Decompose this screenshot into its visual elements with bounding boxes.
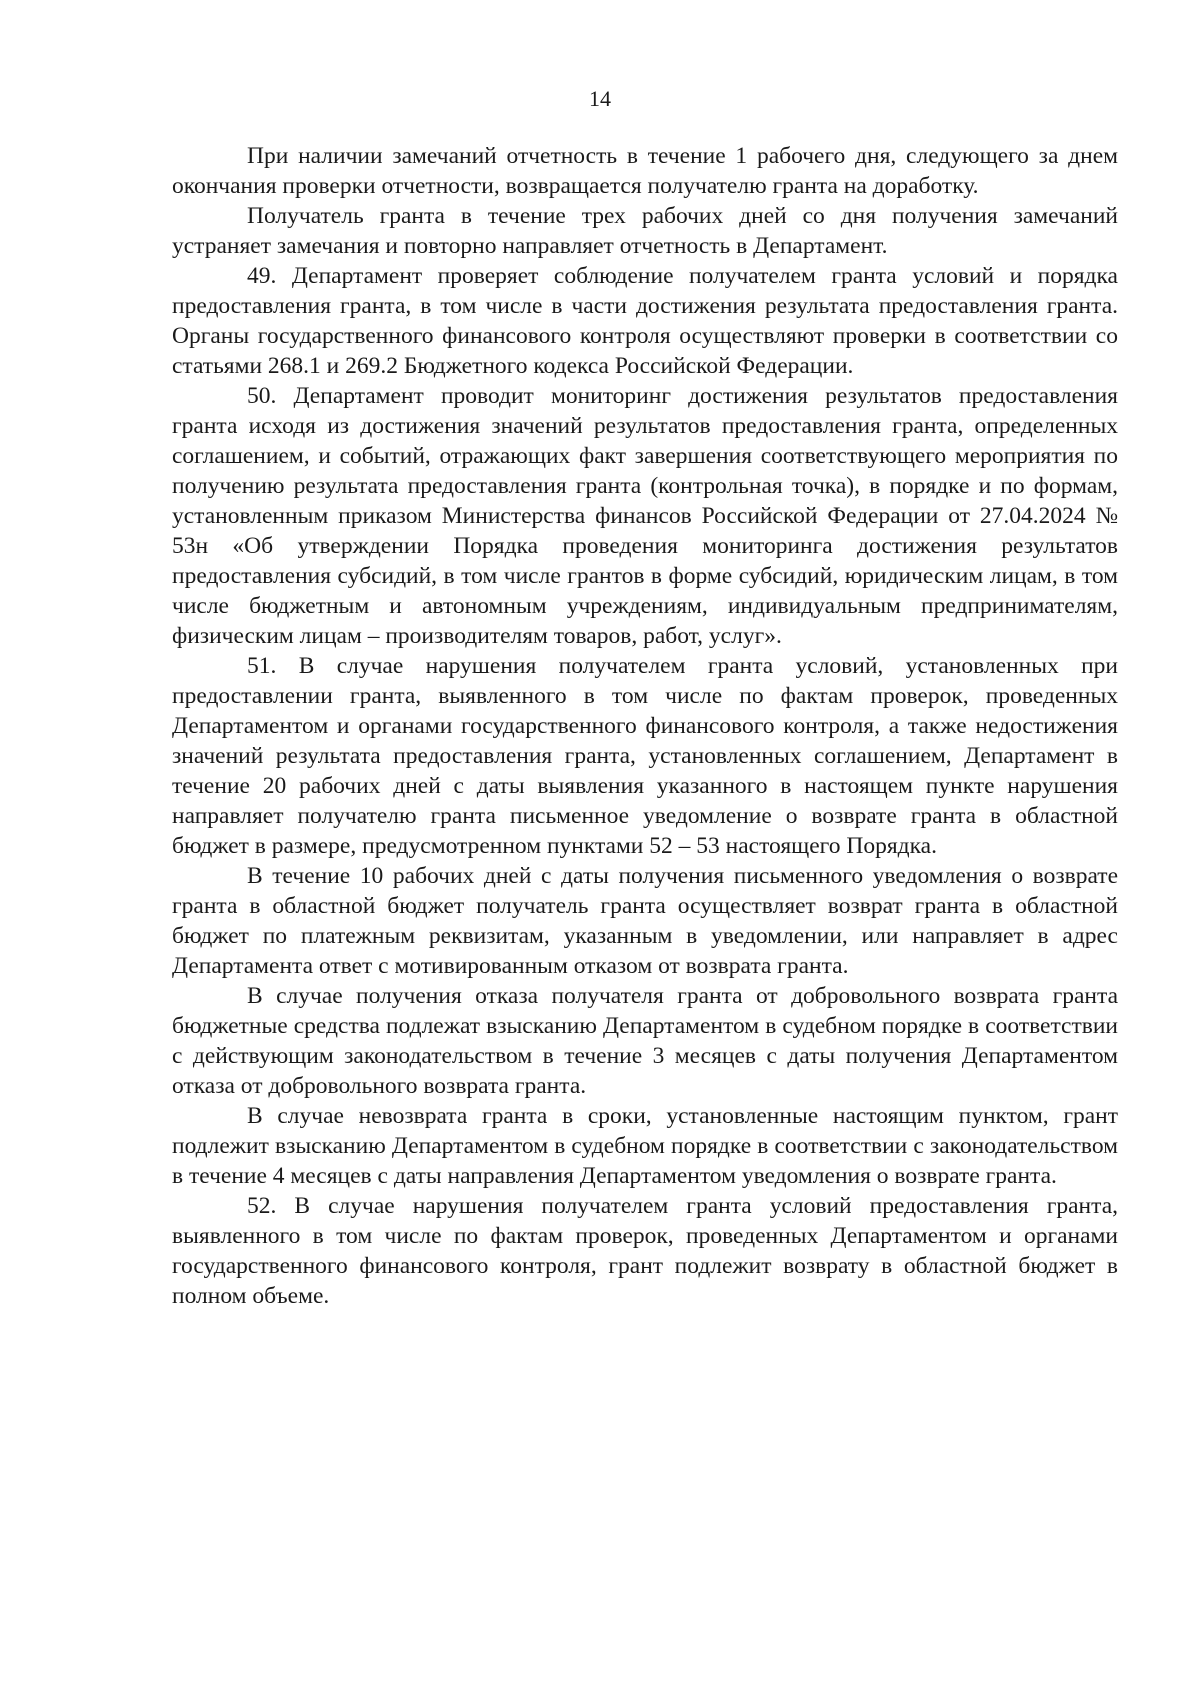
paragraph-51-return-term: В течение 10 рабочих дней с даты получения письменного уведомления о возврате гранта в областной бюджет получатель гранта осуществляет возврат гранта в областной бюджет по платежным реквизитам, указанным в уведомлении, или направляет в адрес Департамента ответ с мотивированным отказом от возврата гранта.: [172, 863, 1118, 979]
paragraph-remarks-return: При наличии замечаний отчетность в течение 1 рабочего дня, следующего за днем окончания проверки отчетности, возвращается получателю гранта на доработку.: [172, 143, 1118, 199]
document-body: [172, 141, 1118, 1311]
paragraph-52: 52. В случае нарушения получателем гранта условий предоставления гранта, выявленного в том числе по фактам проверок, проведенных Департаментом и органами государственного финансового контроля, грант подлежит возврату в областной бюджет в полном объеме.: [172, 1193, 1118, 1309]
paragraph-51: 51. В случае нарушения получателем гранта условий, установленных при предоставлении гранта, выявленного в том числе по фактам проверок, проведенных Департаментом и органами государственного финансового контроля, а также недостижения значений результата предоставления гранта, установленных соглашением, Департамент в течение 20 рабочих дней с даты выявления указанного в настоящем пункте нарушения направляет получателю гранта письменное уведомление о возврате гранта в областной бюджет в размере, предусмотренном пунктами 52 – 53 настоящего Порядка.: [172, 653, 1118, 859]
paragraph-50: 50. Департамент проводит мониторинг достижения результатов предоставления гранта исходя из достижения значений результатов предоставления гранта, определенных соглашением, и событий, отражающих факт завершения соответствующего мероприятия по получению результата предоставления гранта (контрольная точка), в порядке и по формам, установленным приказом Министерства финансов Российской Федерации от 27.04.2024 № 53н «Об утверждении Порядка проведения мониторинга достижения результатов предоставления субсидий, в том числе грантов в форме субсидий, юридическим лицам, в том числе бюджетным и автономным учреждениям, индивидуальным предпринимателям, физическим лицам – производителям товаров, работ, услуг».: [172, 383, 1118, 649]
paragraph-49: 49. Департамент проверяет соблюдение получателем гранта условий и порядка предоставления гранта, в том числе в части достижения результата предоставления гранта. Органы государственного финансового контроля осуществляют проверки в соответствии со статьями 268.1 и 269.2 Бюджетного кодекса Российской Федерации.: [172, 263, 1118, 379]
page-number: 14: [589, 86, 611, 111]
paragraph-51-refusal: В случае получения отказа получателя гранта от добровольного возврата гранта бюджетные средства подлежат взысканию Департаментом в судебном порядке в соответствии с действующим законодательством в течение 3 месяцев с даты получения Департаментом отказа от добровольного возврата гранта.: [172, 983, 1118, 1099]
paragraph-remarks-fix: Получатель гранта в течение трех рабочих дней со дня получения замечаний устраняет замечания и повторно направляет отчетность в Департамент.: [172, 203, 1118, 259]
paragraph-51-nonreturn: В случае невозврата гранта в сроки, установленные настоящим пунктом, грант подлежит взысканию Департаментом в судебном порядке в соответствии с законодательством в течение 4 месяцев с даты направления Департаментом уведомления о возврате гранта.: [172, 1103, 1118, 1189]
